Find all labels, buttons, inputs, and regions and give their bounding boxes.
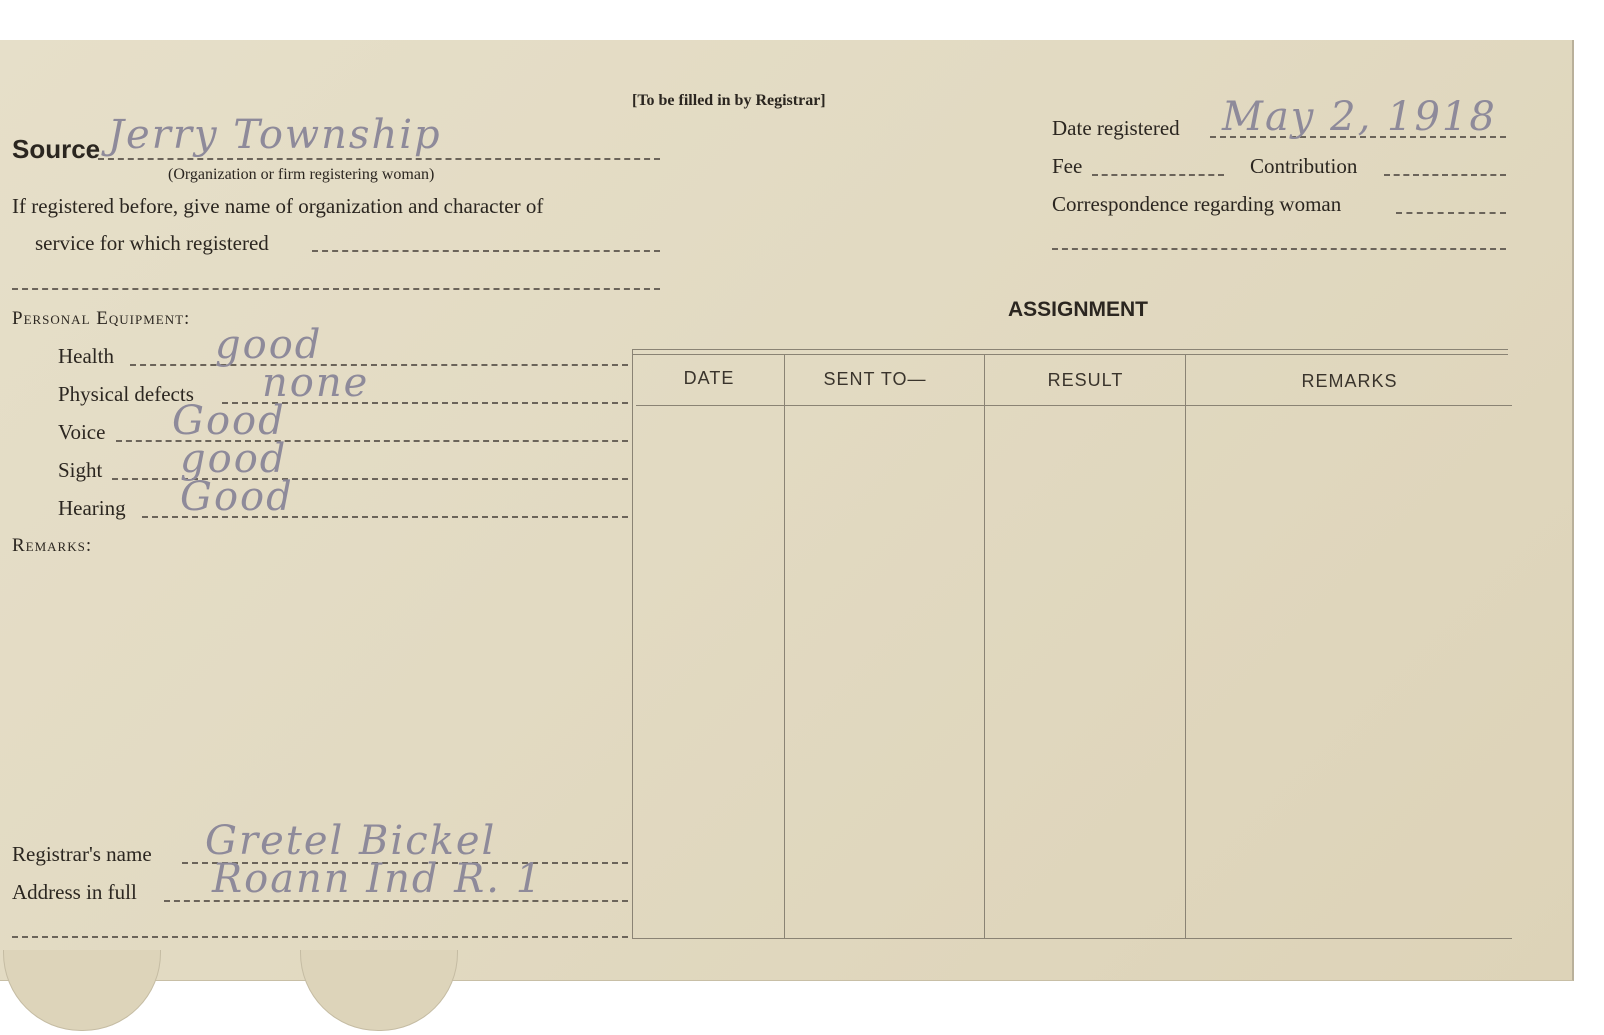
registered-before-label: If registered before, give name of organization and character of (12, 194, 544, 218)
physical-defects-value: none (262, 360, 370, 406)
card-tab-right (300, 950, 458, 1031)
service-line-2 (12, 288, 660, 290)
column-divider-3 (1185, 354, 1186, 939)
table-left-border (632, 349, 633, 939)
card-tab-left (3, 950, 161, 1031)
contribution-line (1384, 174, 1506, 176)
health-value: good (215, 322, 323, 368)
hearing-label: Hearing (58, 496, 126, 520)
assignment-title: ASSIGNMENT (1008, 298, 1149, 321)
source-value: Jerry Township (108, 112, 442, 158)
table-bottom-border (632, 938, 1512, 939)
address-line-2 (12, 936, 628, 938)
service-label: service for which registered (35, 231, 269, 255)
date-registered-value: May 2, 1918 (1222, 94, 1497, 140)
table-top-border (632, 349, 1508, 350)
hearing-value: Good (180, 474, 294, 520)
contribution-label: Contribution (1250, 154, 1358, 178)
remarks-label: Remarks: (12, 535, 93, 556)
source-label: Source (12, 134, 101, 164)
service-line (312, 250, 660, 252)
source-line (98, 158, 660, 160)
correspondence-line (1396, 212, 1506, 214)
physical-defects-label: Physical defects (58, 382, 194, 406)
address-value: Roann Ind R. 1 (212, 856, 544, 902)
column-header-date: DATE (683, 368, 735, 388)
column-header-result: RESULT (1047, 370, 1124, 390)
health-label: Health (58, 344, 114, 368)
correspondence-label: Correspondence regarding woman (1052, 192, 1342, 216)
sight-label: Sight (58, 458, 103, 482)
column-header-remarks: REMARKS (1301, 371, 1398, 391)
personal-equipment-label: Personal Equipment: (12, 308, 191, 329)
date-registered-label: Date registered (1052, 116, 1180, 140)
source-caption: (Organization or firm registering woman) (168, 166, 435, 183)
column-divider-1 (784, 354, 785, 939)
voice-label: Voice (58, 420, 106, 444)
sight-value: good (180, 436, 288, 482)
health-line (130, 364, 628, 366)
voice-value: Good (172, 398, 286, 444)
fee-line (1092, 174, 1224, 176)
column-divider-2 (984, 354, 985, 939)
fee-label: Fee (1052, 154, 1083, 178)
table-header-border (636, 405, 1512, 406)
registrars-name-value: Gretel Bickel (205, 818, 497, 864)
correspondence-line-2 (1052, 248, 1506, 250)
registrars-name-label: Registrar's name (12, 842, 152, 866)
table-top-border-inner (632, 354, 1508, 355)
registrar-note: [To be filled in by Registrar] (632, 92, 826, 109)
column-header-sent-to: SENT TO— (823, 369, 927, 389)
address-label: Address in full (12, 880, 137, 904)
